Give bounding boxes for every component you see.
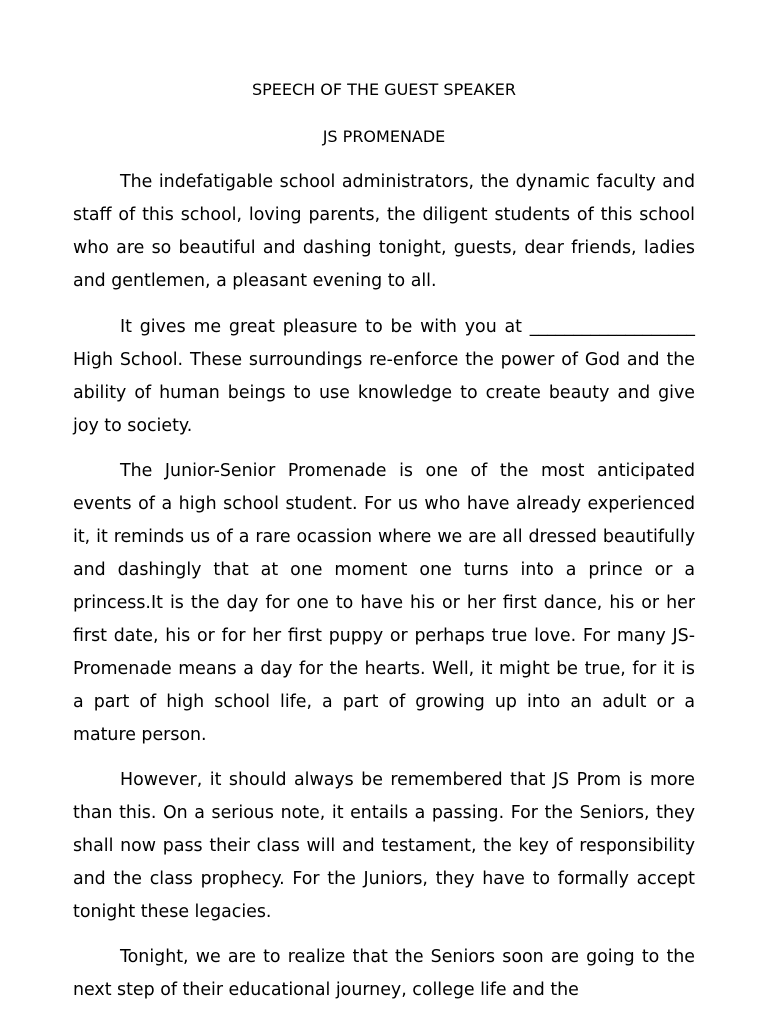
paragraph-serious-note: However, it should always be remembered that JS Prom is more than this. On a serious note, it entails a passing. For the Seniors, they shall now pass their class will and testament, the key of responsibility and the class prophecy. For the Juniors, they have to formally accept tonight these legacies.	[73, 770, 695, 922]
paragraph-tonight: Tonight, we are to realize that the Seniors soon are going to the next step of their educational journey, college life and the	[73, 947, 695, 1000]
document-title: SPEECH OF THE GUEST SPEAKER	[251, 80, 516, 99]
paragraph-pleasure: It gives me great pleasure to be with you at ___________________ High School. These surroundings re-enforce the power of God and the ability of human beings to use knowledge to create beauty and give joy to society.	[73, 317, 695, 436]
paragraph-promenade: The Junior-Senior Promenade is one of the most anticipated events of a high school student. For us who have already experienced it, it reminds us of a rare ocassion where we are all dressed beautifully and dashingly that at one moment one turns into a prince or a princess.It is the day for one to have his or her first dance, his or her first date, his or for her first puppy or perhaps true love. For many JS-Promenade means a day for the hearts. Well, it might be true, for it is a part of high school life, a part of growing up into an adult or a mature person.	[73, 461, 695, 745]
paragraph-greeting: The indefatigable school administrators, the dynamic faculty and staff of this school, loving parents, the diligent students of this school who are so beautiful and dashing tonight, guests, dear friends, ladies and gentlemen, a pleasant evening to all.	[73, 172, 695, 291]
document-subtitle: JS PROMENADE	[322, 127, 446, 146]
